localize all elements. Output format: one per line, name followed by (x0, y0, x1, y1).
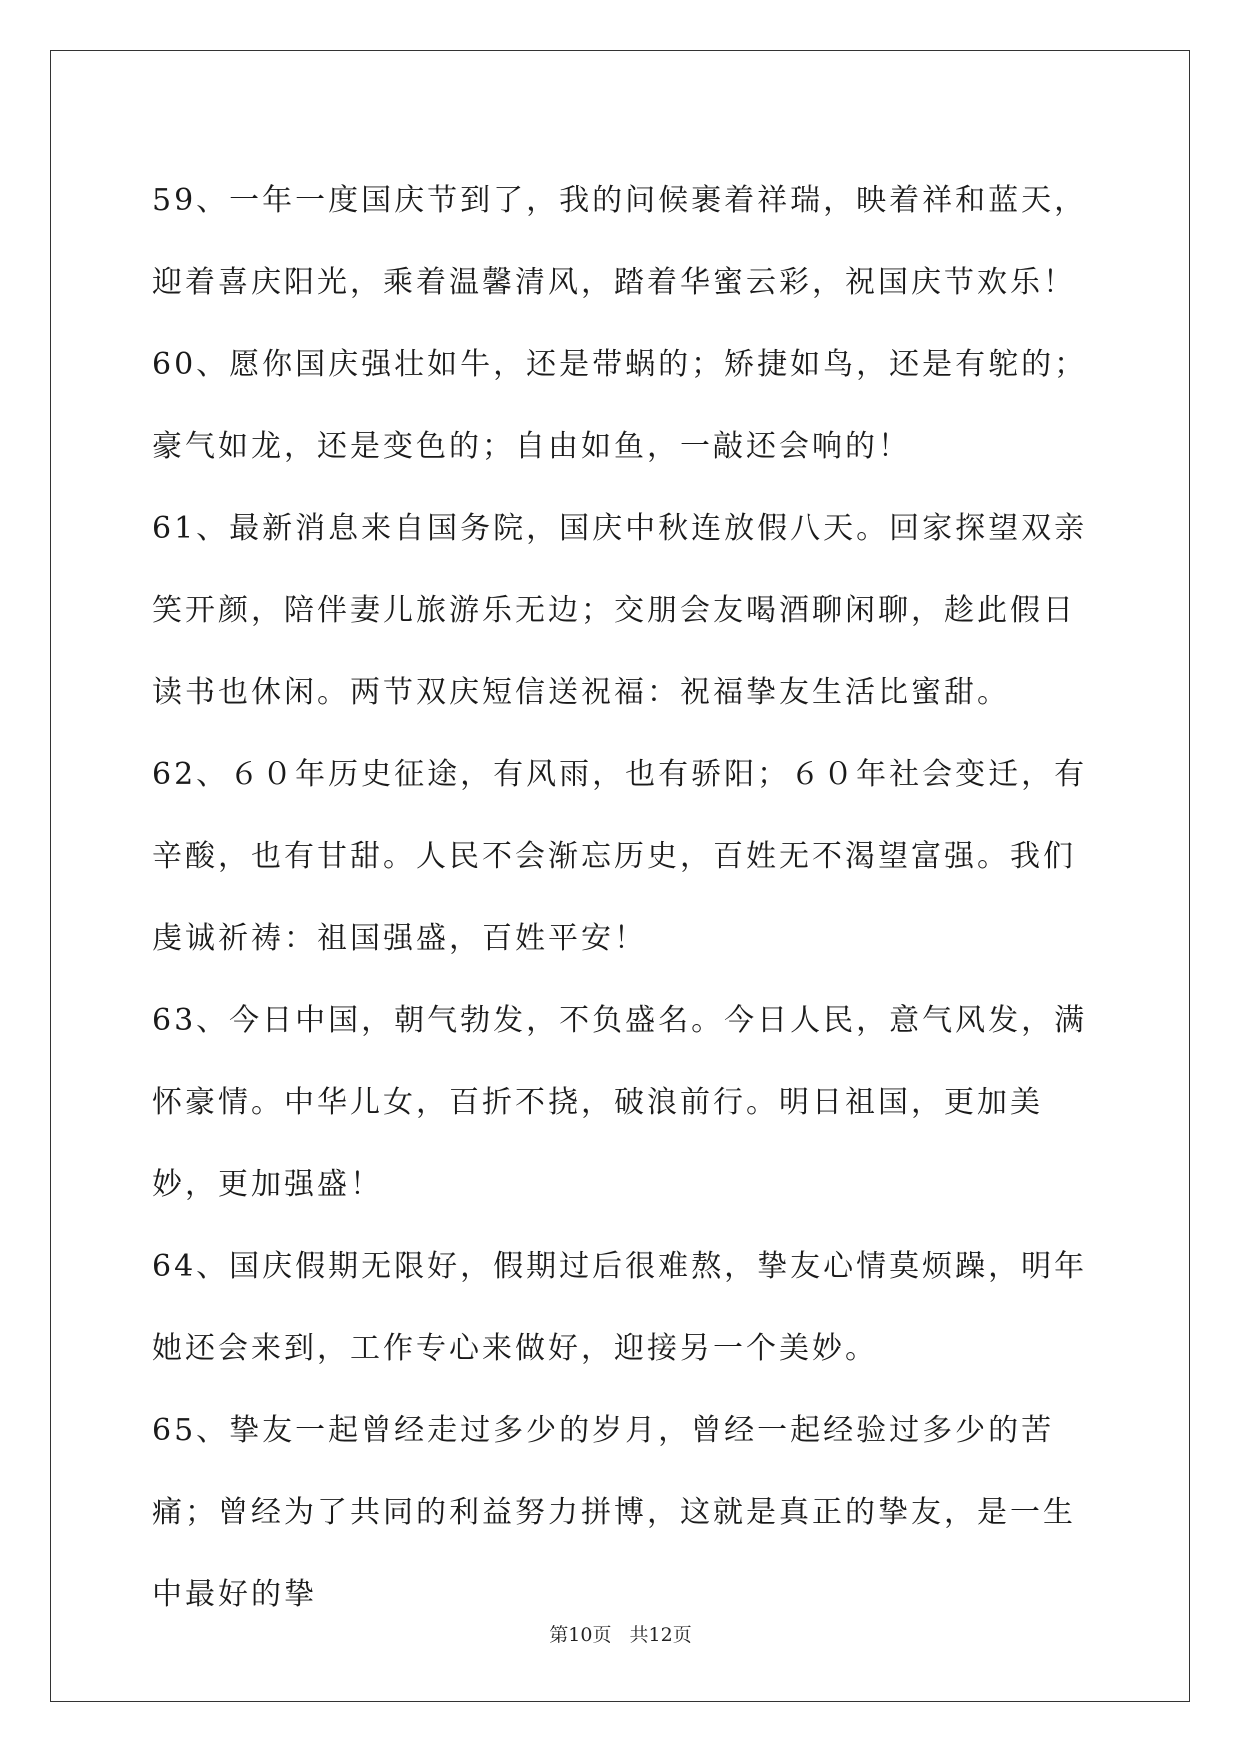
paragraph-65: 65、挚友一起曾经走过多少的岁月，曾经一起经验过多少的苦痛；曾经为了共同的利益努力拼博，这就是真正的挚友，是一生中最好的挚 (152, 1413, 1076, 1612)
paragraph-61: 61、最新消息来自国务院，国庆中秋连放假八天。回家探望双亲笑开颜，陪伴妻儿旅游乐无边；交朋会友喝酒聊闲聊，趁此假日读书也休闲。两节双庆短信送祝福：祝福挚友生活比蜜甜。 (152, 511, 1088, 710)
paragraph-63: 63、今日中国，朝气勃发，不负盛名。今日人民，意气风发，满怀豪情。中华儿女，百折不挠，破浪前行。明日祖国，更加美妙，更加强盛！ (152, 1003, 1088, 1202)
paragraph-64: 64、国庆假期无限好，假期过后很难熬，挚友心情莫烦躁，明年她还会来到，工作专心来做好，迎接另一个美妙。 (152, 1249, 1088, 1366)
paragraph-62: 62、６０年历史征途，有风雨，也有骄阳；６０年社会变迁，有辛酸，也有甘甜。人民不会渐忘历史，百姓无不渴望富强。我们虔诚祈祷：祖国强盛，百姓平安！ (152, 757, 1088, 956)
document-body (152, 160, 1097, 1636)
total-pages: 共12页 (629, 1624, 692, 1646)
page-footer (0, 1620, 1241, 1647)
current-page-number: 第10页 (549, 1624, 612, 1646)
paragraph-60: 60、愿你国庆强壮如牛，还是带蜗的；矫捷如鸟，还是有鸵的；豪气如龙，还是变色的；自由如鱼，一敲还会响的！ (152, 347, 1088, 464)
paragraph-59: 59、一年一度国庆节到了，我的问候裹着祥瑞，映着祥和蓝天，迎着喜庆阳光，乘着温馨清风，踏着华蜜云彩，祝国庆节欢乐！ (152, 183, 1088, 300)
